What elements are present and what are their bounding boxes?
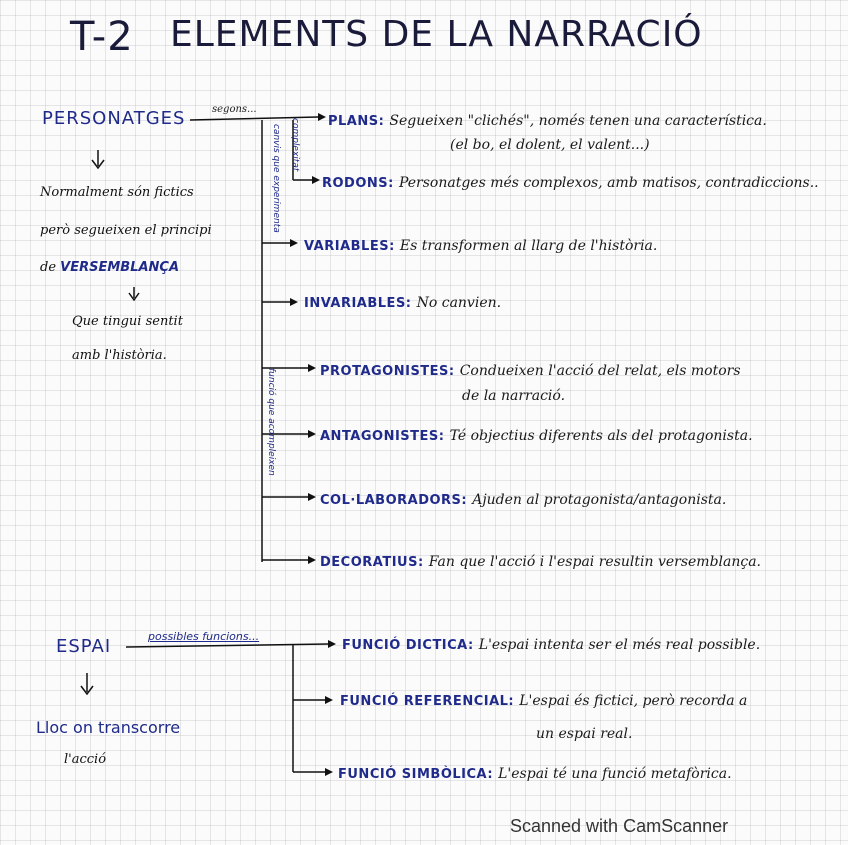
espai-note-line2: l'acció: [64, 752, 107, 767]
item-col-laboradors: [320, 489, 726, 508]
item-funcio-simbolica: [338, 763, 732, 782]
desc-funcio-referencial: L'espai és fictici, però recorda a: [519, 693, 748, 709]
cat-decoratius: DECORATIUS:: [320, 555, 424, 570]
desc-invariables: No canvien.: [416, 295, 502, 311]
versemblanca-keyword: VERSEMBLANÇA: [60, 260, 180, 275]
cat-col-laboradors: COL·LABORADORS:: [320, 493, 468, 508]
personatges-note-line2: però segueixen el principi: [40, 223, 212, 238]
desc-col-laboradors: Ajuden al protagonista/antagonista.: [472, 492, 727, 508]
label-funcio: funció que acompleixen: [266, 368, 276, 476]
title-number: T-2: [70, 14, 134, 60]
page-title: ELEMENTS DE LA NARRACIÓ: [170, 14, 703, 55]
desc-protagonistes: Condueixen l'acció del relat, els motors: [459, 363, 741, 379]
desc-variables: Es transformen al llarg de l'història.: [399, 238, 658, 254]
cat-invariables: INVARIABLES:: [304, 296, 412, 311]
item-rodons: [322, 172, 819, 191]
desc-funcio-simbolica: L'espai té una funció metafòrica.: [498, 766, 732, 782]
personatges-note-line3: [40, 260, 179, 275]
cat-variables: VARIABLES:: [304, 239, 395, 254]
desc-funcio-referencial-2: un espai real.: [536, 726, 633, 742]
item-invariables: [304, 292, 501, 311]
cat-rodons: RODONS:: [322, 176, 394, 191]
desc-plans: Segueixen "clichés", només tenen una característica.: [389, 113, 767, 129]
cat-antagonistes: ANTAGONISTES:: [320, 429, 445, 444]
cat-funcio-referencial: FUNCIÓ REFERENCIAL:: [340, 694, 515, 709]
personatges-heading: PERSONATGES: [42, 108, 186, 129]
espai-label: possibles funcions...: [148, 630, 260, 643]
item-funcio-referencial: [340, 690, 747, 709]
desc-funcio-dictica: L'espai intenta ser el més real possible.: [478, 637, 761, 653]
item-variables: [304, 235, 657, 254]
label-canvis: canvis que experimenta: [271, 124, 281, 233]
desc-plans-2: (el bo, el dolent, el valent...): [450, 137, 650, 153]
item-protagonistes: [320, 360, 741, 379]
cat-protagonistes: PROTAGONISTES:: [320, 364, 455, 379]
label-complexitat: complexitat: [290, 118, 300, 172]
item-plans: [328, 110, 767, 129]
cat-funcio-simbolica: FUNCIÓ SIMBÒLICA:: [338, 767, 494, 782]
espai-note-line1: Lloc on transcorre: [36, 718, 181, 737]
personatges-sub-line1: Que tingui sentit: [72, 314, 183, 329]
desc-antagonistes: Té objectius diferents als del protagonista.: [449, 428, 753, 444]
desc-decoratius: Fan que l'acció i l'espai resultin versemblança.: [428, 554, 762, 570]
espai-heading: ESPAI: [56, 636, 112, 657]
desc-protagonistes-2: de la narració.: [462, 388, 566, 404]
cat-funcio-dictica: FUNCIÓ DICTICA:: [342, 638, 474, 653]
camscanner-watermark: Scanned with CamScanner: [510, 816, 729, 836]
segons-label: segons...: [212, 104, 257, 115]
item-decoratius: [320, 551, 761, 570]
personatges-note-line1: Normalment són fictics: [40, 185, 194, 200]
desc-rodons: Personatges més complexos, amb matisos, contradiccions..: [398, 175, 819, 191]
item-antagonistes: [320, 425, 753, 444]
cat-plans: PLANS:: [328, 114, 385, 129]
item-funcio-dictica: [342, 634, 760, 653]
personatges-note-prefix: de: [40, 260, 57, 275]
personatges-sub-line2: amb l'història.: [72, 348, 167, 363]
